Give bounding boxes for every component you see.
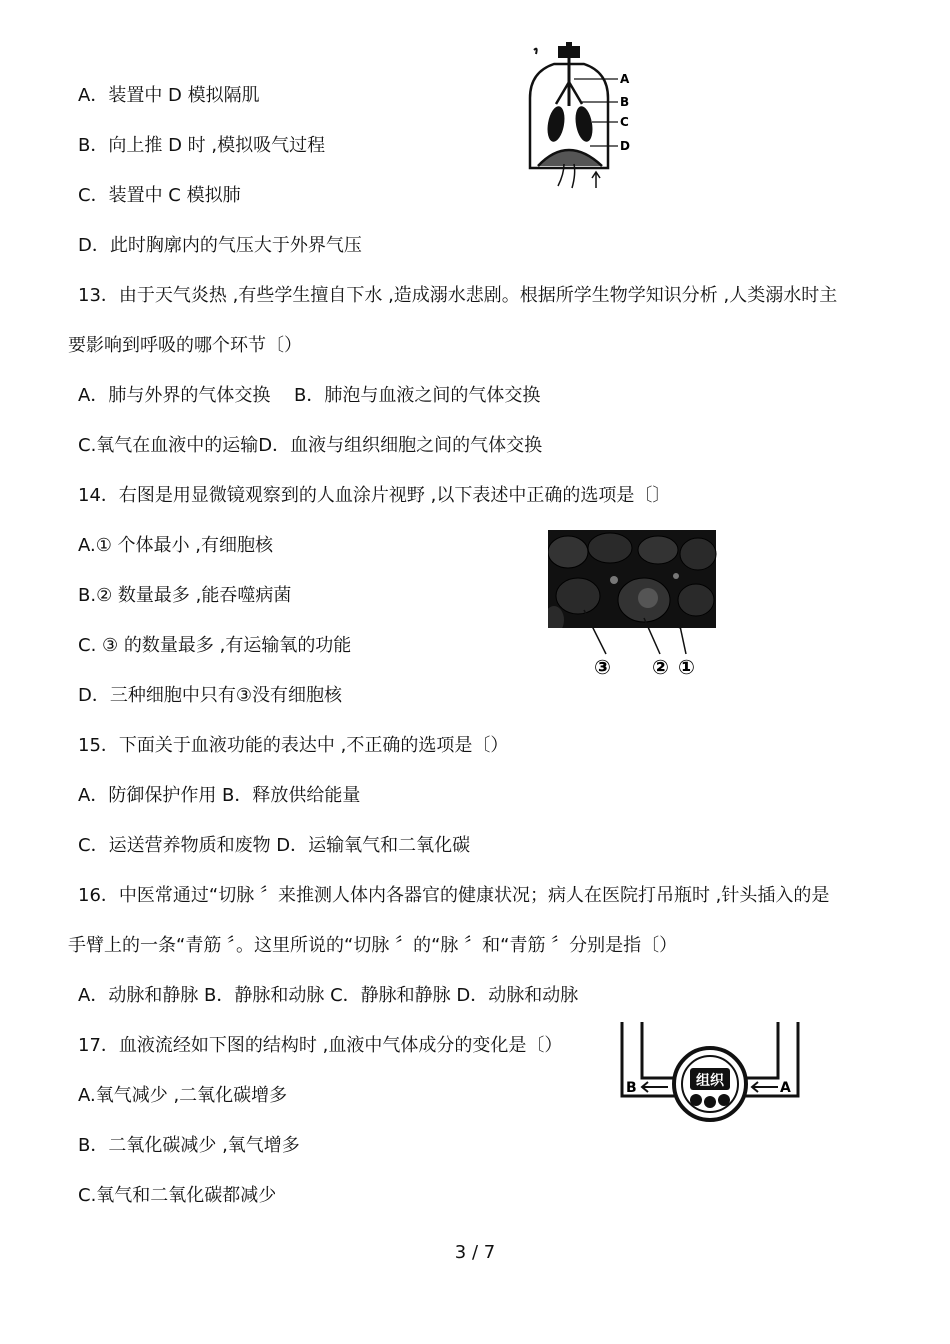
- smear-label-3: ③: [594, 655, 611, 679]
- q15-options-line2: C．运送营养物质和废物 D．运输氧气和二氧化碳: [78, 835, 471, 856]
- blood-smear-figure: [548, 530, 718, 680]
- bell-jar-label-c: C: [620, 115, 629, 129]
- q16-stem-line2: 手臂上的一条“青筋 〞。这里所说的“切脉 〞的“脉 〞和“青筋 〞分别是指〔）: [68, 935, 678, 956]
- flow-label-a: A: [780, 1080, 791, 1096]
- q16-stem-line1: 16．中医常通过“切脉 〞来推测人体内各器官的健康状况；病人在医院打吊瓶时 ,针头插入的是: [78, 885, 830, 906]
- q12-option-a: A．装置中 D 模拟隔肌: [78, 85, 260, 106]
- q17-option-b: B．二氧化碳减少 ,氧气增多: [78, 1135, 300, 1156]
- tissue-label: 组织: [696, 1073, 724, 1089]
- q15-options-line1: A．防御保护作用 B．释放供给能量: [78, 785, 361, 806]
- smear-label-1: ①: [678, 655, 695, 679]
- flow-label-b: B: [626, 1080, 637, 1096]
- tissue-capillary-figure: [618, 1018, 802, 1130]
- q12-option-b: B．向上推 D 时 ,模拟吸气过程: [78, 135, 326, 156]
- q12-option-d: D．此时胸廓内的气压大于外界气压: [78, 235, 362, 256]
- q13-stem-line2: 要影响到呼吸的哪个环节〔）: [68, 335, 302, 356]
- page-number: 3 / 7: [454, 1242, 496, 1263]
- bell-jar-label-d: D: [620, 139, 630, 153]
- q12-option-c: C．装置中 C 模拟肺: [78, 185, 241, 206]
- q15-stem: 15．下面关于血液功能的表达中 ,不正确的选项是〔）: [78, 735, 509, 756]
- q17-option-a: A.氧气减少 ,二氧化碳增多: [78, 1085, 288, 1106]
- q14-option-d: D．三种细胞中只有③没有细胞核: [78, 685, 342, 706]
- q13-options-line1: A．肺与外界的气体交换 B．肺泡与血液之间的气体交换: [78, 385, 541, 406]
- q13-options-line2: C.氧气在血液中的运输D．血液与组织细胞之间的气体交换: [78, 435, 543, 456]
- q13-stem-line1: 13．由于天气炎热 ,有些学生擅自下水 ,造成溺水悲剧。根据所学生物学知识分析 ,人类溺水时主: [78, 285, 838, 306]
- smear-label-2: ②: [652, 655, 669, 679]
- q14-stem: 14．右图是用显微镜观察到的人血涂片视野 ,以下表述中正确的选项是〔〕: [78, 485, 671, 506]
- q17-stem: 17．血液流经如下图的结构时 ,血液中气体成分的变化是〔）: [78, 1035, 563, 1056]
- bell-jar-label-a: A: [620, 72, 630, 86]
- q17-option-c: C.氧气和二氧化碳都减少: [78, 1185, 277, 1206]
- q16-options: A．动脉和静脉 B．静脉和动脉 C．静脉和静脉 D．动脉和动脉: [78, 985, 579, 1006]
- bell-jar-figure: [518, 42, 638, 192]
- q14-option-c: C. ③ 的数量最多 ,有运输氧的功能: [78, 635, 352, 656]
- q14-option-a: A.① 个体最小 ,有细胞核: [78, 535, 274, 556]
- q14-option-b: B.② 数量最多 ,能吞噬病菌: [78, 585, 292, 606]
- bell-jar-label-b: B: [620, 95, 630, 109]
